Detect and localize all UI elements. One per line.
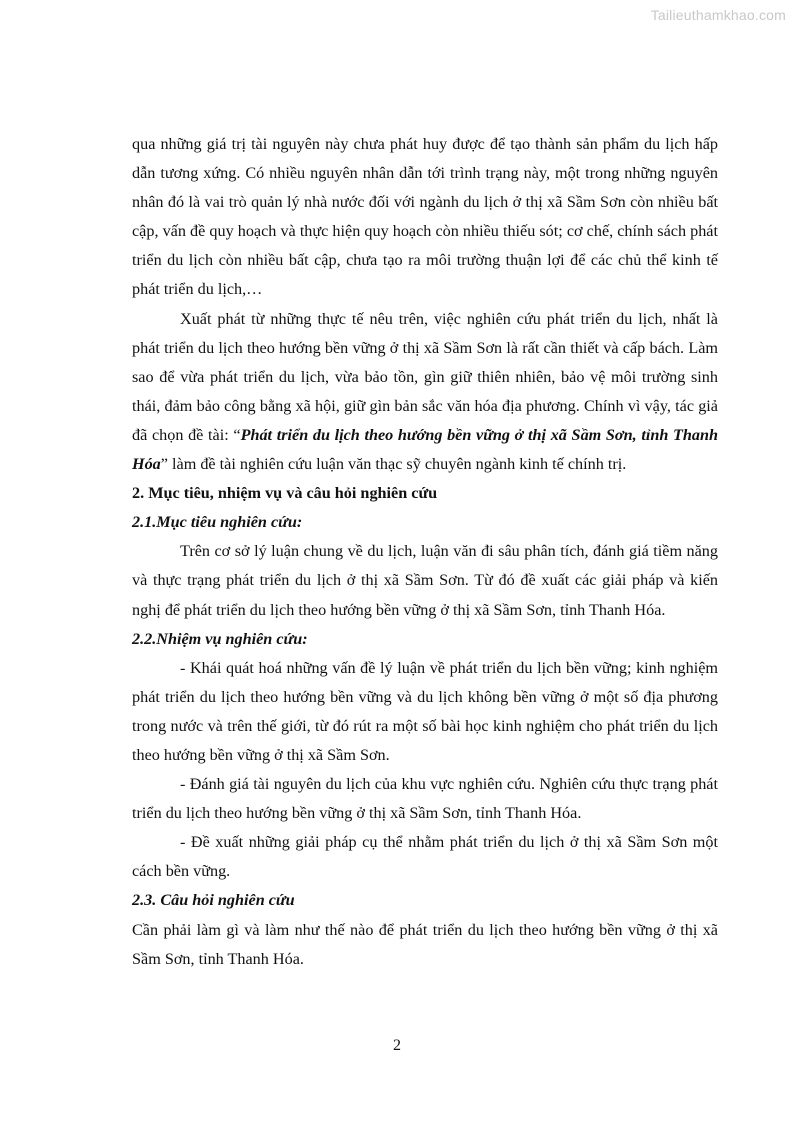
watermark-text: Tailieuthamkhao.com: [650, 7, 786, 23]
task-item-3: - Đề xuất những giải pháp cụ thể nhằm phát triển du lịch ở thị xã Sầm Sơn một cách bền vững.: [132, 833, 718, 881]
paragraph-research-question: Cần phải làm gì và làm như thế nào để phát triển du lịch theo hướng bền vững ở thị xã Sầm Sơn, tỉnh Thanh Hóa.: [132, 920, 718, 968]
thesis-title: Phát triển du lịch theo hướng bền vững ở thị xã Sầm Sơn, tỉnh Thanh Hóa: [132, 425, 718, 474]
paragraph-continuation: qua những giá trị tài nguyên này chưa phát huy được để tạo thành sản phẩm du lịch hấp dẫn tương xứng. Có nhiều nguyên nhân dẫn tới trình trạng này, một trong những nguyên nhân đó là vai trò quản lý nhà nước đối với ngành du lịch ở thị xã Sầm Sơn còn nhiều bất cập, vấn đề quy hoạch và thực hiện quy hoạch còn nhiều thiếu sót; cơ chế, chính sách phát triển du lịch còn nhiều bất cập, chưa tạo ra môi trường thuận lợi để các chủ thể kinh tế phát triển du lịch,…: [132, 135, 718, 299]
paragraph-objectives: Trên cơ sở lý luận chung về du lịch, luận văn đi sâu phân tích, đánh giá tiềm năng và thực trạng phát triển du lịch ở thị xã Sầm Sơn. Từ đó đề xuất các giải pháp và kiến nghị để phát triển du lịch theo hướng bền vững ở thị xã Sầm Sơn, tỉnh Thanh Hóa.: [132, 542, 718, 619]
subheading-2-3: 2.3. Câu hỏi nghiên cứu: [132, 891, 295, 910]
section-heading-2: 2. Mục tiêu, nhiệm vụ và câu hỏi nghiên cứu: [132, 484, 438, 503]
document-body: [132, 130, 718, 974]
page-number: 2: [393, 1037, 401, 1054]
task-item-1: - Khái quát hoá những vấn đề lý luận về phát triển du lịch bền vững; kinh nghiệm phát triển du lịch theo hướng bền vững và du lịch không bền vững ở một số địa phương trong nước và trên thế giới, từ đó rút ra một số bài học kinh nghiệm cho phát triển du lịch theo hướng bền vững ở thị xã Sầm Sơn.: [132, 658, 718, 764]
paragraph-rationale: [132, 305, 718, 480]
task-item-2: - Đánh giá tài nguyên du lịch của khu vực nghiên cứu. Nghiên cứu thực trạng phát triển du lịch theo hướng bền vững ở thị xã Sầm Sơn, tỉnh Thanh Hóa.: [132, 775, 718, 823]
subheading-2-2: 2.2.Nhiệm vụ nghiên cứu:: [132, 629, 308, 648]
rationale-text-end: ” làm đề tài nghiên cứu luận văn thạc sỹ chuyên ngành kinh tế chính trị.: [160, 455, 627, 474]
subheading-2-1: 2.1.Mục tiêu nghiên cứu:: [132, 513, 303, 532]
rationale-text-start: Xuất phát từ những thực tế nêu trên, việc nghiên cứu phát triển du lịch, nhất là phát triển du lịch theo hướng bền vững ở thị xã Sầm Sơn là rất cần thiết và cấp bách. Làm sao để vừa phát triển du lịch, vừa bảo tồn, gìn giữ thiên nhiên, bảo vệ môi trường sinh thái, đảm bảo công bằng xã hội, giữ gìn bản sắc văn hóa địa phương. Chính vì vậy, tác giả đã chọn đề tài: “: [132, 309, 718, 444]
